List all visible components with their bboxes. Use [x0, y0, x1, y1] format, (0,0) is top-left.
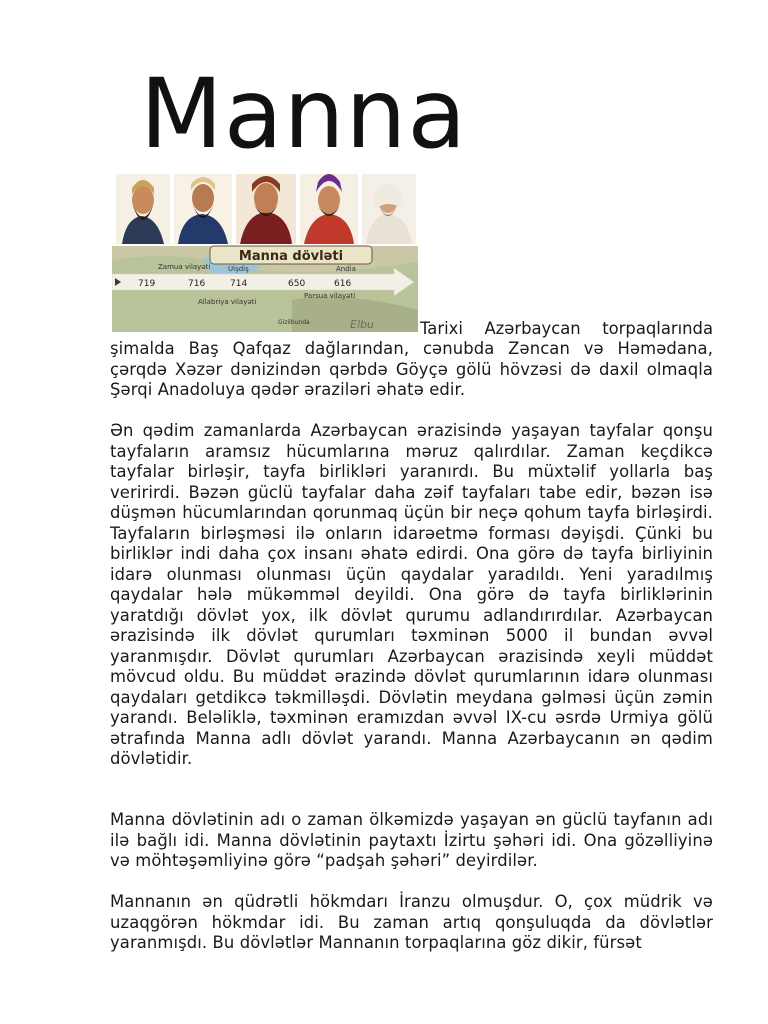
timeline-year: 714: [230, 279, 248, 289]
paragraph-ruler: Mannanın ən qüdrətli hökmdarı İranzu olmuşdur. O, çox müdrik və uzaqgörən hökmdar idi. Bu zaman artıq qonşuluqda da dövlətlər yaranmışdı. Bu dövlətlər Mannanın torpaqlarına göz dikir, fürsət: [110, 892, 713, 952]
paragraph-intro: şimalda Baş Qafqaz dağlarından, cənubda Zəncan və Həmədana, çərqdə Xəzər dənizindən qərbdə Göyçə gölü hövzəsi də daxil olmaqla Şərqi Anadoluya qədər əraziləri əhatə edir.: [110, 339, 713, 399]
portrait-figure: [174, 174, 232, 244]
portrait-figure: [362, 174, 416, 244]
manna-illustration: [112, 170, 418, 332]
map-place-label: Uişdiş: [228, 265, 249, 273]
timeline-year: 716: [188, 279, 206, 289]
paragraph-intro-first-line: Tarixi Azərbaycan torpaqlarında: [420, 319, 713, 338]
portrait-figure: [300, 174, 358, 244]
map-place-label: Andia: [336, 265, 356, 273]
manna-illustration-svg: [112, 170, 418, 332]
portrait-figure: [236, 174, 296, 244]
timeline-year: 719: [138, 279, 156, 289]
timeline-year: 650: [288, 279, 306, 289]
map-place-label: Allabriya vilayəti: [198, 298, 257, 306]
map-place-label: Zamua vilayəti: [158, 263, 211, 271]
page-title: Manna: [140, 58, 468, 170]
paragraph-history: Ən qədim zamanlarda Azərbaycan ərazisində yaşayan tayfalar qonşu tayfaların aramsız hücumlarına məruz qalırdılar. Zaman keçdikcə tayfalar birləşir, tayfa birlikləri yaranırdı. Bu müxtəlif yollarla baş veririrdi. Bəzən güclü tayfalar daha zəif tayfaları tabe edir, bəzən isə düşmən hücumlarından qorunmaq üçün bir neçə qohum tayfa birləşirdi. Tayfaların birləşməsi ilə onların idarəetmə forması dəyişdi. Çünki bu birliklər indi daha çox insanı əhatə edirdi. Ona görə də tayfa birliyinin idarə olunması olunması üçün qaydalar yaradıldı. Yeni yaradılmış qaydalar hələ mükəmməl deyildi. Ona görə də tayfa birliklərinin yaratdığı dövlət yox, ilk dövlət qurumu adlandırırdılar. Azərbaycan ərazisində ilk dövlət qurumları təxminən 5000 il bundan əvvəl yaranmışdır. Dövlət qurumları Azərbaycan ərazisində xeyli müddət mövcud oldu. Bu müddət ərazində dövlət qurumlarının idarə olunması qaydaları getdikcə təkmilləşdi. Dövlətin meydana gəlməsi üçün zəmin yarandı. Beləliklə, təxminən eramızdan əvvəl IX-cu əsrdə Urmiya gölü ətrafında Manna adlı dövlət yarandı. Manna Azərbaycanın ən qədim dövlətidir.: [110, 421, 713, 768]
map-place-label: Parsua vilayəti: [304, 292, 356, 300]
timeline-year: 616: [334, 279, 352, 289]
map-place-label: Elbu: [350, 318, 374, 331]
portrait-figure: [116, 174, 170, 244]
paragraph-capital: Manna dövlətinin adı o zaman ölkəmizdə yaşayan ən güclü tayfanın adı ilə bağlı idi. Manna dövlətinin paytaxtı İzirtu şəhəri idi. Ona gözəlliyinə və möhtəşəmliyinə görə “padşah şəhəri” deyirdilər.: [110, 810, 713, 870]
map-title: Manna dövləti: [238, 249, 344, 264]
map-place-label: Gizilbunda: [278, 319, 310, 326]
